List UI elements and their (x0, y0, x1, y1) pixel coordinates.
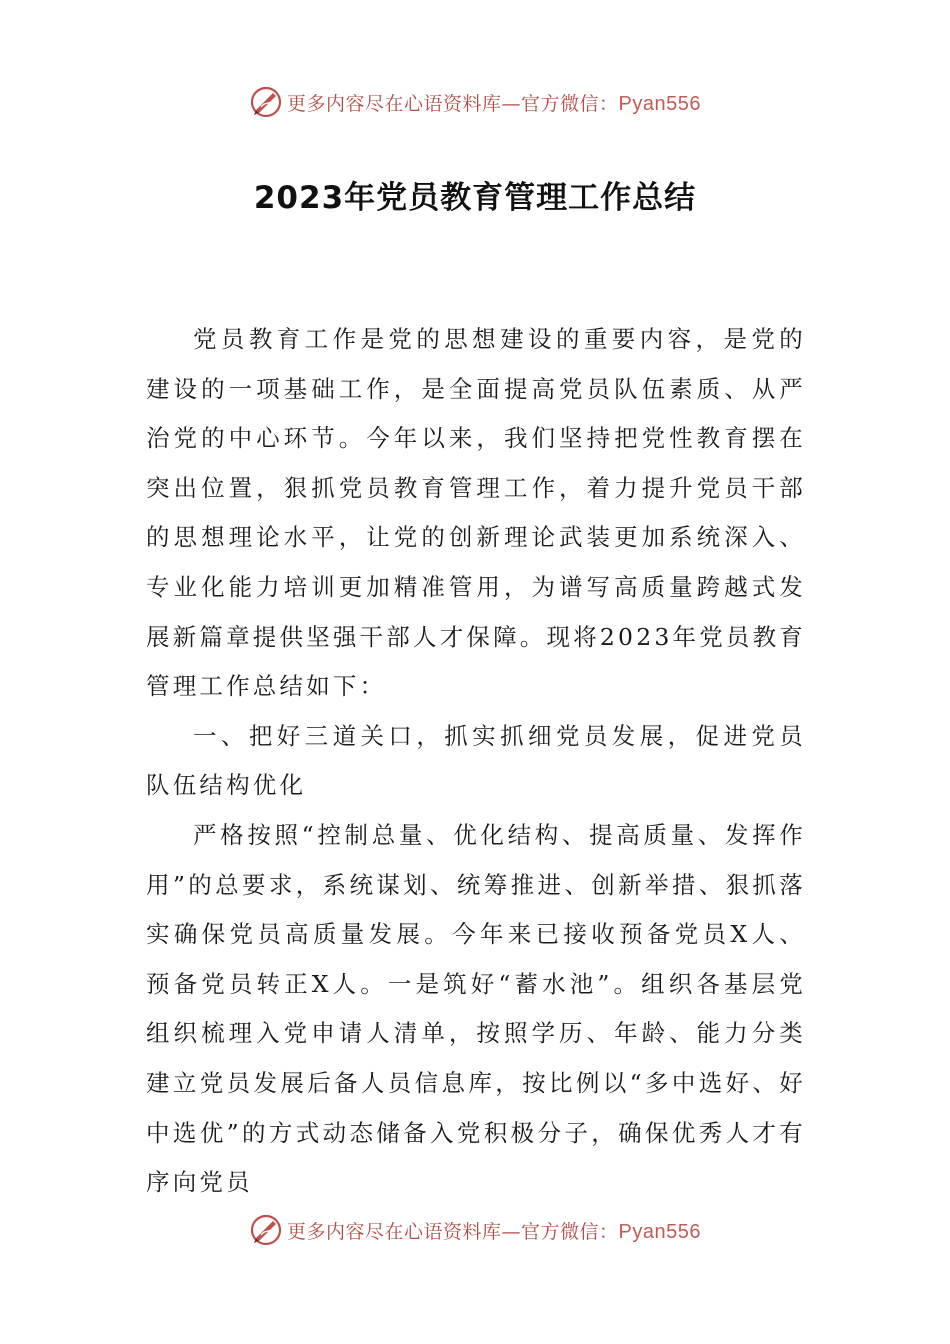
document-title: 2023年党员教育管理工作总结 (253, 180, 697, 216)
banner-dash: — (501, 92, 522, 115)
section-heading-1: 一、把好三道关口，抓实抓细党员发展，促进党员队伍结构优化 (146, 721, 806, 800)
banner-account: Pyan556 (618, 92, 701, 115)
banner-account: Pyan556 (618, 1220, 701, 1243)
paragraph-intro: 党员教育工作是党的思想建设的重要内容，是党的建设的一项基础工作，是全面提高党员队伍素质、从严治党的中心环节。今年以来，我们坚持把党性教育摆在突出位置，狠抓党员教育管理工作，着力提升党员干部的思想理论水平，让党的创新理论武装更加系统深入、专业化能力培训更加精准管用，为谱写高质量跨越式发展新篇章提供坚强干部人才保障。现将2023年党员教育管理工作总结如下： (146, 325, 807, 701)
paragraph-section-1: 严格按照“控制总量、优化结构、提高质量、发挥作用”的总要求，系统谋划、统筹推进、创新举措、狠抓落实确保党员高质量发展。今年来已接收预备党员X人、预备党员转正X人。一是筑好“蓄水池”。组织各基层党组织梳理入党申请人清单，按照学历、年龄、能力分类建立党员发展后备人员信息库，按比例以“多中选好、好中选优”的方式动态储备入党积极分子，确保优秀人才有序向党员 (146, 820, 806, 1197)
footer-banner (0, 1210, 950, 1250)
banner-slogan: 更多内容尽在心语资料库 (287, 1220, 502, 1243)
pen-logo-icon (249, 85, 283, 119)
banner-slogan: 更多内容尽在心语资料库 (287, 92, 502, 115)
document-body (146, 315, 806, 1208)
banner-text (287, 89, 701, 116)
banner-dash: — (501, 1220, 522, 1243)
header-banner (0, 82, 950, 122)
banner-text (287, 1217, 701, 1244)
pen-logo-icon (249, 1213, 283, 1247)
banner-wechat-label: 官方微信： (521, 1220, 619, 1243)
banner-wechat-label: 官方微信： (521, 92, 619, 115)
